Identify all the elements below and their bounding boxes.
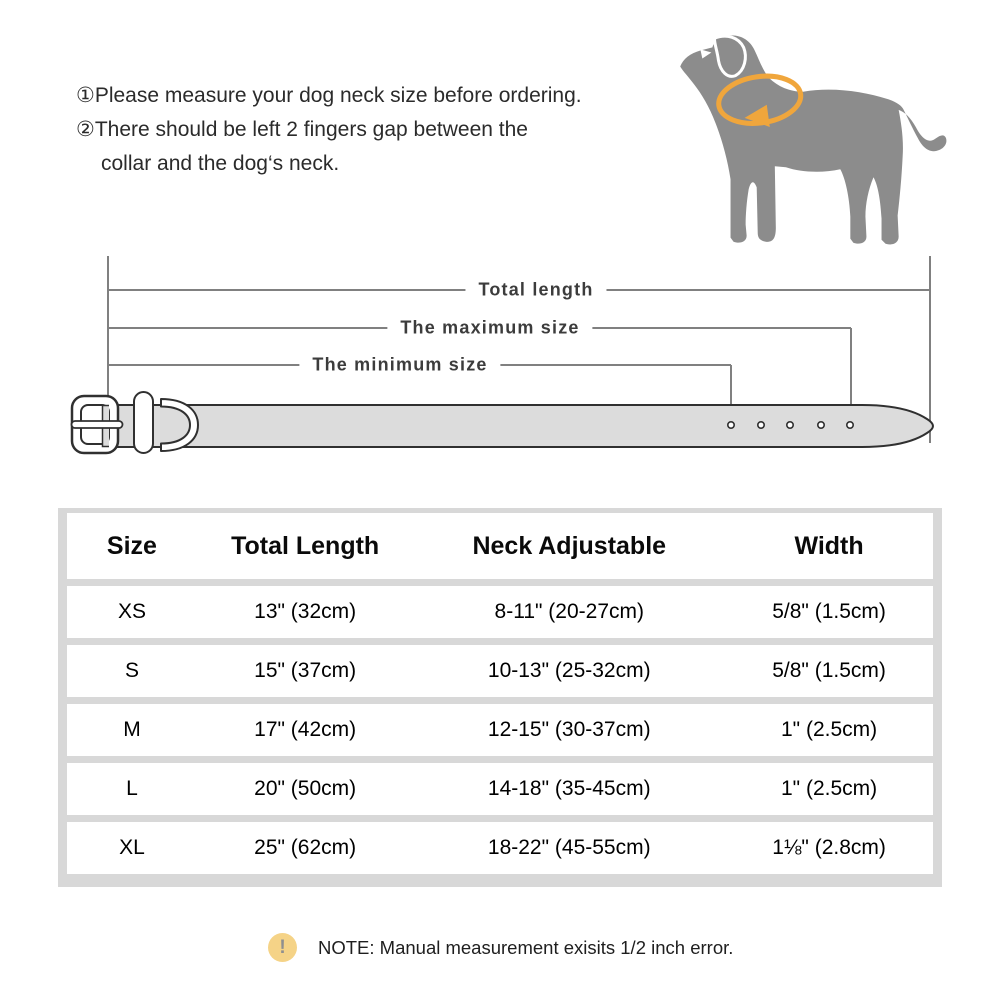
col-header-width: Width bbox=[794, 531, 864, 560]
collar-buckle-pin bbox=[72, 421, 123, 428]
cell-width: 1" (2.5cm) bbox=[780, 777, 878, 800]
cell-total-length: 17" (42cm) bbox=[254, 718, 357, 741]
collar-strap bbox=[102, 405, 933, 447]
collar-hole bbox=[787, 422, 793, 428]
cell-neck-adjustable: 10-13" (25-32cm) bbox=[487, 659, 651, 682]
collar-diagram bbox=[0, 0, 1000, 470]
cell-size: XS bbox=[117, 600, 146, 623]
table-row-xl bbox=[67, 822, 933, 874]
cell-size: XL bbox=[119, 836, 145, 859]
cell-total-length: 13" (32cm) bbox=[254, 600, 357, 623]
note bbox=[268, 933, 733, 962]
collar-hole bbox=[818, 422, 824, 428]
measure-label-total-length: Total length bbox=[465, 280, 606, 301]
size-table-header-row bbox=[67, 513, 933, 579]
cell-neck-adjustable: 8-11" (20-27cm) bbox=[494, 600, 644, 623]
cell-neck-adjustable: 14-18" (35-45cm) bbox=[487, 777, 651, 800]
cell-neck-adjustable: 18-22" (45-55cm) bbox=[487, 836, 651, 859]
cell-total-length: 20" (50cm) bbox=[254, 777, 357, 800]
table-row-s bbox=[67, 645, 933, 697]
table-row-l bbox=[67, 763, 933, 815]
collar-hole bbox=[847, 422, 853, 428]
exclamation-glyph: ! bbox=[279, 936, 286, 958]
instruction-line-1: ①Please measure your dog neck size before ordering. bbox=[76, 84, 582, 107]
cell-total-length: 25" (62cm) bbox=[254, 836, 357, 859]
col-header-neck-adjustable: Neck Adjustable bbox=[472, 531, 667, 560]
measure-label-maximum-size: The maximum size bbox=[387, 318, 592, 339]
cell-width: 1" (2.5cm) bbox=[780, 718, 878, 741]
cell-size: M bbox=[123, 718, 141, 741]
col-header-total-length: Total Length bbox=[231, 531, 380, 560]
cell-neck-adjustable: 12-15" (30-37cm) bbox=[487, 718, 651, 741]
collar-keeper bbox=[134, 392, 153, 453]
cell-width: 1⅛" (2.8cm) bbox=[772, 836, 886, 859]
table-row-xs bbox=[67, 586, 933, 638]
note-text: NOTE: Manual measurement exisits 1/2 inch error. bbox=[318, 936, 734, 958]
collar-hole bbox=[728, 422, 734, 428]
cell-width: 5/8" (1.5cm) bbox=[772, 600, 886, 623]
table-row-m bbox=[67, 704, 933, 756]
cell-size: L bbox=[126, 777, 138, 800]
measure-label-minimum-size: The minimum size bbox=[299, 355, 500, 376]
instruction-line-3: collar and the dog‘s neck. bbox=[101, 152, 340, 175]
warning-exclamation-icon bbox=[268, 933, 297, 962]
collar-hole bbox=[758, 422, 764, 428]
cell-width: 5/8" (1.5cm) bbox=[772, 659, 886, 682]
cell-size: S bbox=[124, 659, 139, 682]
size-table bbox=[58, 508, 942, 887]
instruction-line-2: ②There should be left 2 fingers gap between the bbox=[76, 118, 528, 141]
col-header-size: Size bbox=[106, 531, 157, 560]
cell-total-length: 15" (37cm) bbox=[254, 659, 357, 682]
